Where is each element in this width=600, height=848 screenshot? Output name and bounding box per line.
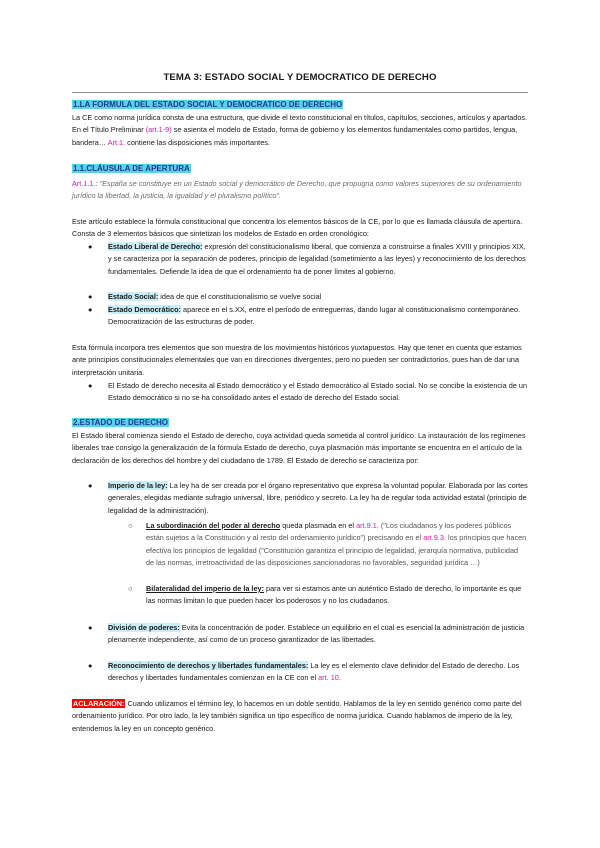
list-item-estado-social	[108, 291, 528, 303]
list-item-derechos-libertades	[108, 660, 528, 685]
quote-text: "España se constituye en un Estado social y democrático de Derecho, que propugna como valores superiores de su ordenamiento jurídico la libertad, la justicia, la igualdad y el pluralismo político".	[72, 179, 522, 201]
sublist-item-label: La subordinación del poder al derecho	[146, 521, 281, 530]
clarification-label: ACLARACIÓN:	[73, 699, 125, 708]
clarification-text: Cuando utilizamos el término ley, lo hacemos en un doble sentido. Hablamos de la ley en sentido genérico como parte del ordenamiento jurídico. Por otro lado, la ley también significa un tipo específico de norma jurídica. Cuando hablamos de imperio de la ley, entendemos la ley en un concepto genérico.	[72, 699, 522, 733]
text-run: .	[338, 673, 341, 683]
list-item-estado-democratico	[108, 304, 528, 329]
sublist-item-subordinacion	[146, 520, 528, 570]
text-run: los principios que hacen efectiva los principios de legalidad ("Constitución garantiza el principio de legalidad, jerarquía normativa, publicidad de las normas, irretroactividad de las disposiciones sancionadoras no favorables, seguridad jurídica …)	[146, 533, 527, 568]
list-item-text: aparece en el s.XX, entre el período de entreguerras, dando lugar al constitucionalismo contemporáneo. Democratización de las estructuras de poder.	[108, 305, 521, 327]
list-item-imperio-ley	[108, 480, 528, 517]
list-item-label: Estado Democrático:	[108, 305, 181, 314]
list-item-label: Reconocimiento de derechos y libertades fundamentales:	[108, 661, 309, 670]
section-1-paragraph	[72, 112, 528, 149]
list-item-label: División de poderes:	[108, 623, 180, 632]
bullet-circle: ○	[128, 521, 133, 530]
bullet-dot: ●	[88, 305, 93, 314]
article-reference: Art.1.	[107, 137, 126, 147]
list-item-label: Imperio de la ley:	[108, 481, 168, 490]
list-item-text: idea de que el constitucionalismo se vuelve social	[158, 292, 322, 301]
text-run: ("Los ciudadanos y los poderes públicos están sujetos a la Constitución y al resto del ordenamiento jurídico") precisando en el	[146, 521, 512, 543]
text-run: queda plasmada en el	[280, 521, 357, 530]
list-item-label: Estado Liberal de Derecho:	[108, 242, 203, 251]
text-run: se asienta el modelo de Estado, forma de gobierno y los elementos fundamentales como partidos, lengua, bandera…	[72, 125, 518, 147]
text-run: La ley es el elemento clave definidor del Estado de derecho. Los derechos y libertades fundamentales comienzan en la CE con el	[108, 661, 520, 683]
article-reference: art.9.1.	[356, 521, 379, 530]
section-2-paragraph: El Estado liberal comienza siendo el Estado de derecho, cuya actividad queda sometida al control jurídico. La instauración de los regímenes liberales trae consigo la generalización de la fórmula Estado de derecho, cuya plasmación más importante se encuentra en el artículo de la declaración de los derechos del hombre y del ciudadano de 1789. El Estado de derecho se caracteriza por:	[72, 431, 526, 465]
bullet-dot: ●	[88, 292, 93, 301]
sublist-item-label: Bilateralidad del imperio de la ley:	[146, 584, 265, 593]
bullet-circle: ○	[128, 584, 133, 593]
section-1-1-paragraph: Este artículo establece la fórmula constitucional que concentra los elementos básicos de la CE, por lo que es llamada cláusula de apertura. Consta de 3 elementos básicos que sintetizan los modelos de Estado en orden cronológico:	[72, 217, 523, 239]
list-item-text: La ley ha de ser creada por el órgano representativo que expresa la voluntad popular. Elaborada por las cortes generales, elegidas mediante sufragio universal, libre, periódico y secreto. La ley ha de regular toda actividad estatal (principio de legalidad de la administración).	[108, 481, 528, 515]
article-reference: art. 10	[318, 673, 339, 683]
list-item-estado-liberal	[108, 241, 528, 278]
sublist-item-text: para ver si estamos ante un auténtico Estado de derecho, lo importante es que las normas limitan lo que pueden hacer los poderosos y no los ciudadanos.	[146, 584, 522, 606]
text-run: La CE como norma jurídica consta de una estructura, que divide el texto constitucional en títulos, capítulos, secciones, artículos y apartados. En el Título Preliminar	[72, 113, 528, 135]
bullet-dot: ●	[88, 242, 93, 251]
page-title: TEMA 3: ESTADO SOCIAL Y DEMOCRATICO DE DERECHO	[163, 72, 437, 83]
list-item-label: Estado Social:	[108, 292, 159, 301]
section-1-heading	[72, 100, 343, 109]
section-1-1-paragraph-2: Esta fórmula incorpora tres elementos que son muestra de los movimientos históricos yuxtapuestos. Hay que tener en cuenta que estamos ante principios constitucionales elementales que van en direcciones divergentes, pero no pueden ser contradictorios, pues han de dar una interpretación unitaria.	[72, 343, 522, 377]
section-2-heading	[72, 418, 169, 427]
section-2-heading-text: 2.ESTADO DE DERECHO	[73, 418, 168, 427]
article-reference: (art.1-9)	[145, 125, 172, 135]
constitution-quote	[72, 178, 528, 203]
article-reference: Art.1.1.:	[72, 179, 98, 188]
section-1-1-heading-text: 1.1.CLÁUSULA DE APERTURA	[73, 164, 190, 173]
bullet-dot: ●	[88, 481, 93, 490]
bullet-dot: ●	[88, 623, 93, 632]
list-item-relationship: El Estado de derecho necesita al Estado democrático y el Estado democrático al Estado social. No se concibe la existencia de un Estado democrático si no se ha consolidado antes el estado de derecho del Estado social.	[108, 381, 527, 403]
list-item-division-poderes	[108, 622, 528, 647]
article-reference: art.9.3.	[423, 533, 446, 543]
list-item-text: expresión del constitucionalismo liberal, que comienza a construirse a finales XVIII y principios XIX, y se caracteriza por la separación de poderes, principio de legalidad (sometimiento a las leyes) y reconocimiento de los derechos fundamentales. Defiende la idea de que el ordenamiento ha de poner límites al gobierno.	[108, 242, 526, 276]
sublist-item-bilateralidad	[146, 583, 528, 608]
bullet-dot: ●	[88, 661, 93, 670]
clarification-note	[72, 698, 528, 735]
text-run: contiene las disposiciones más importantes.	[125, 137, 270, 147]
bullet-dot: ●	[88, 381, 93, 390]
section-1-1-heading	[72, 164, 191, 173]
list-item-text: Evita la concentración de poder. Establece un equilibrio en el cual es esencial la administración de justicia plenamente independiente, así como de un proceso garantizador de las libertades.	[108, 623, 525, 645]
title-divider	[72, 92, 528, 93]
section-1-heading-text: 1.LA FORMULA DEL ESTADO SOCIAL Y DEMOCRATICO DE DERECHO	[73, 100, 343, 109]
